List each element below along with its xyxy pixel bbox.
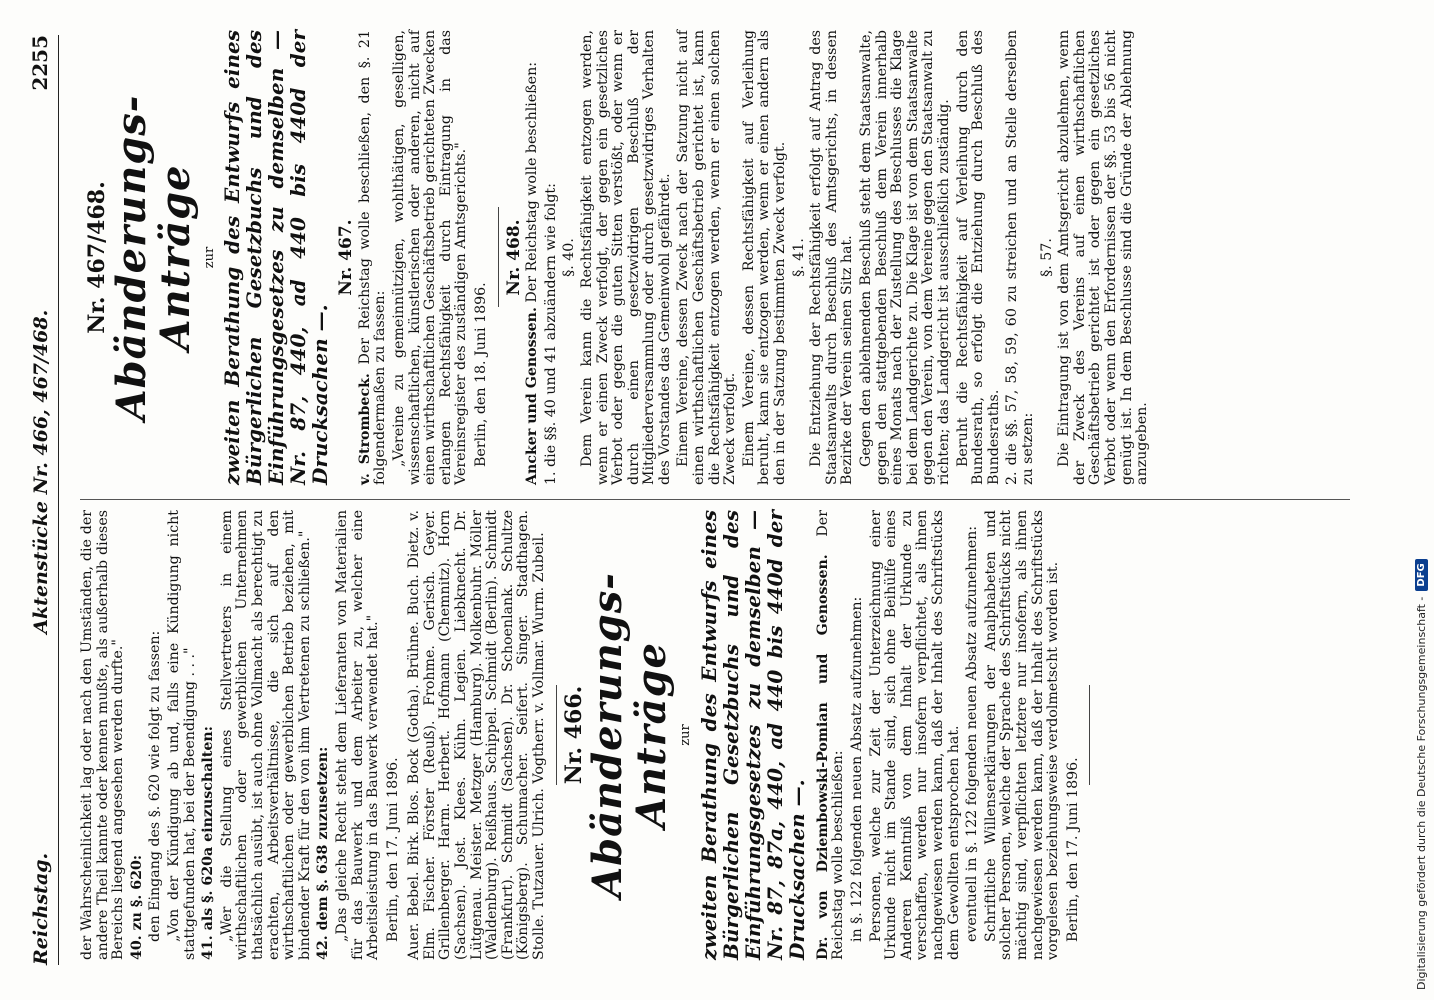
item-40 [130,510,146,960]
date-467: Berlin, den 18. Juni 1896. [472,282,489,467]
section-41: §. 41. [790,238,807,277]
item-41-head: 41. als §. 620a einzuschalten: [200,726,217,960]
nr-467: Nr. 467. [336,219,357,296]
zur-466: zur [678,724,694,746]
text-468: Der Reichstag wolle beschließen: [524,62,541,303]
antraege-title-467: Abänderungs-Anträge [107,94,199,421]
header-center: Aktenstücke Nr. 466, 467/468. [30,309,52,634]
intro-text: der Wahrscheinlichkeit lag oder nach den Umständen, die der andere Theil kannte oder kennen mußte, als außerhalb dieses Bereichs liegend angesehen werden durfte." [79,510,127,960]
section-41-p1: Die Entziehung der Rechtsfähigkeit erfolgt auf Antrag des Staatsanwalts durch Beschluß des Amtsgerichts, in dessen Bezirke der Verein seinen Sitz hat. [808,30,856,485]
separator-rule-2 [498,208,499,308]
item-42-quote: „Das gleiche Recht steht dem Lieferanten von Materialien für das Bauwerk und dem Arbeiter zu, welcher eine Arbeitsleistung in das Bauwerk verwendet hat." [333,510,382,960]
eventuell-quote: Schriftliche Willenserklärungen der Analphabeten und solcher Personen, welche der Sprache des Schriftstücks nicht mächtig sind, verpflichten letztere nur insofern, als ihnen nachgewiesen werden kann, daß der Inhalt des Schriftstücks vorgelesen beziehungsweise verdolmetscht worden ist. [982,510,1062,960]
subtitle-467: zweiten Berathung des Entwurfs eines Bürgerlichen Gesetzbuchs und des Einführungsgesetzes zu demselben — Nr. 87, 440, ad 440 bis 440d der Drucksachen —. [220,30,333,485]
page-number: 2255 [28,35,52,91]
antraege-title-466: Abänderungs-Anträge [584,572,676,898]
section-40-p3: Einem Vereine, dessen Rechtsfähigkeit auf Verleihung beruht, kann sie entzogen werden, wenn er einen andern als den in der Satzung bestimmten Zweck verfolgt. [740,30,789,485]
end-rule [1089,685,1090,785]
signatories: Auer. Bebel. Birk. Blos. Bock (Gotha). Brühne. Buch. Dietz. v. Elm. Fischer. Förster (Reuß). Frohme. Gerisch. Geyer. Grillenberger. Harm. Herbert. Hofmann (Chemnitz). Horn (Sachsen). Jost. Klees. Kühn. Legien. Liebknecht. Dr. Lütgenau. Meister. Metzger (Hamburg). Molkenbuhr. Möller (Waldenburg). Reißhaus. Schippel. Schmidt (Berlin). Schmidt (Frankfurt). Schmidt (Sachsen). Dr. Schoenlank. Schultze (Königsberg). Schumacher. Seifert. Singer. Stadthagen. Stolle. Tutzauer. Ulrich. Vogtherr. v. Vollmar. Wurm. Zubeil. [406,510,548,960]
nr-466-title: Nr. 466. [560,685,587,785]
page-header [28,35,59,965]
zur-467: zur [201,246,217,269]
credit-text: Digitalisierung gefördert durch die Deutsche Forschungsgemeinschaft - [1415,596,1428,990]
section-41-p2: Gegen den ablehnenden Beschluß steht dem Staatsanwalte, gegen den stattgebenden Beschluß dem Verein innerhalb eines Monats nach der Zustellung des Beschlusses die Klage bei dem Landgerichte zu. Die Klage ist von dem Staatsanwalte gegen den Verein, von dem Vereine gegen den Staatsanwalt zu richten; das Landgericht ist ausschließlich zuständig. [858,30,952,485]
section-40: §. 40. [561,238,578,277]
item-40-head: 40. zu §. 620: [128,854,145,960]
item-42 [316,510,332,960]
digitization-credit [1415,430,1428,990]
item-1: 1. die §§. 40 und 41 abzuändern wie folgt: [542,183,559,485]
item-41 [201,510,217,960]
dfg-logo: DFG [1415,559,1428,590]
item-40-text: den Eingang des §. 620 wie folgt zu fassen: [147,630,164,942]
item-40-quote: „Von der Kündigung ab und, falls eine Kündigung nicht stattgefunden hat, bei der Beendigung . . ." [165,510,198,960]
section-40-p1: Dem Verein kann die Rechtsfähigkeit entzogen werden, wenn er einen Zweck verfolgt, der gegen ein gesetzliches Verbot oder gegen die guten Sitten verstößt, oder wenn er durch einen gesetzwidrigen Beschluß der Mitgliederversammlung oder durch gesetzwidriges Verhalten des Vorstandes das Gemeinwohl gefährdet. [578,30,673,485]
item-42-head: 42. dem §. 638 zuzusetzen: [315,746,332,960]
right-column [80,30,1154,485]
section-41-p3: Beruht die Rechtsfähigkeit auf Verleihung durch den Bundesrath, so erfolgt die Entziehung durch Beschluß des Bundesraths. [954,30,1002,485]
nr-468: Nr. 468. [503,219,524,296]
header-left: Reichstag. [30,852,52,965]
eventuell: eventuell in §. 122 folgenden neuen Absatz aufzunehmen: [964,525,981,942]
mover-467: v. Strombeck. [356,373,373,485]
subtitle-466: zweiten Berathung des Entwurfs eines Bürgerlichen Gesetzbuchs und des Einführungsgesetzes zu demselben — Nr. 87, 87a, 440, ad 440 bis 440d der Drucksachen —. [696,510,809,960]
date-2: Berlin, den 17. Juni 1896. [1064,757,1081,942]
column-divider [80,499,1350,500]
section-40-p2: Einem Vereine, dessen Zweck nach der Satzung nicht auf einen wirthschaftlichen Geschäftsbetrieb gerichtet ist, kann die Rechtsfähigkeit entzogen werden, wenn er einen solchen Zweck verfolgt. [675,30,739,485]
mover-466-text: Der Reichstag wolle beschließen: [814,510,847,960]
date-1: Berlin, den 17. Juni 1896. [384,757,401,942]
section-57: §. 57. [1038,238,1055,277]
section-57-p1: Die Eintragung ist von dem Amtsgericht abzulehnen, wenn der Zweck des Vereins auf einen wirthschaftlichen Geschäftsbetrieb gerichtet ist oder gegen ein gesetzliches Verbot oder wenn den Erfordernissen der §§. 53 bis 56 nicht genügt ist. In dem Beschlusse sind die Gründe der Ablehnung anzugeben. [1056,30,1151,485]
item-2: 2. die §§. 57, 58, 59, 60 zu streichen und an Stelle derselben zu setzen: [1004,30,1036,485]
mover-468: Ancker und Genossen. [524,307,541,485]
amend-intro: in §. 122 folgenden neuen Absatz aufzunehmen: [849,596,865,942]
item-41-quote: „Wer die Stellung eines Stellvertreters in einem wirthschaftlichen oder gewerblichen Unternehmen thatsächlich ausübt, ist auch ohne Vollmacht als berechtigt zu erachten, Arbeitsverhältnisse, die sich auf den wirthschaftlichen oder gewerblichen Betrieb beziehen, mit bindender Kraft für den von ihm Vertretenen zu schließen." [218,510,313,960]
amend-quote: Personen, welche zur Zeit der Unterzeichnung einer Urkunde nicht im Stande sind, sich ohne Beihülfe eines Anderen Kenntniß von dem Inhalt der Urkunde zu verschaffen, werden nur insofern verpflichtet, als ihnen nachgewiesen werden kann, daß der Inhalt des Schriftstücks dem Gewollten entsprochen hat. [867,510,962,960]
quote-467: „Vereine zu gemeinnützigen, wohlthätigen, geselligen, wissenschaftlichen, künstlerischen oder anderen, nicht auf einen wirthschaftlichen Geschäftsbetrieb gerichteten Zwecken erlangen Rechtsfähigkeit durch Eintragung in das Vereinsregister des zuständigen Amtsgerichts." [390,30,470,485]
text-467: Der Reichstag wolle beschließen, den §. 21 folgendermaßen zu fassen: [356,30,389,485]
nr-467-468-title: Nr. 467/468. [84,181,110,334]
left-column [80,510,1098,960]
separator-rule [556,685,557,785]
mover-466: Dr. von Dziembowski-Pomian und Genossen. [814,554,831,960]
